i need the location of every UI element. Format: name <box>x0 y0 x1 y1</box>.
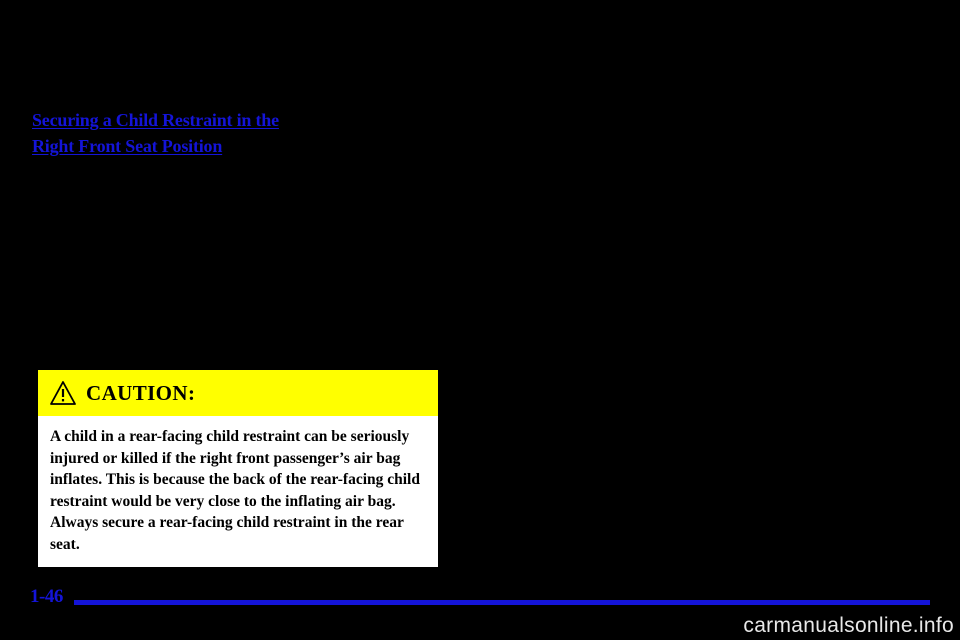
page-number: 1-46 <box>30 586 63 607</box>
footer-rule <box>74 600 930 605</box>
caution-body <box>38 416 438 567</box>
page-title-line-1: Securing a Child Restraint in the <box>32 110 279 130</box>
caution-callout <box>38 370 438 567</box>
site-watermark: carmanualsonline.info <box>743 614 954 637</box>
caution-title: CAUTION: <box>86 380 196 405</box>
page-title <box>32 107 452 159</box>
caution-header <box>38 370 438 416</box>
caution-body-text: A child in a rear-facing child restraint can be seriously injured or killed if the right front passenger’s air bag inflates. This is because the back of the rear-facing child restraint would be very close to the inflating air bag. Always secure a rear-facing child restraint in the rear seat. <box>50 428 420 553</box>
page-title-line-2: Right Front Seat Position <box>32 136 223 156</box>
warning-triangle-icon <box>50 381 76 405</box>
